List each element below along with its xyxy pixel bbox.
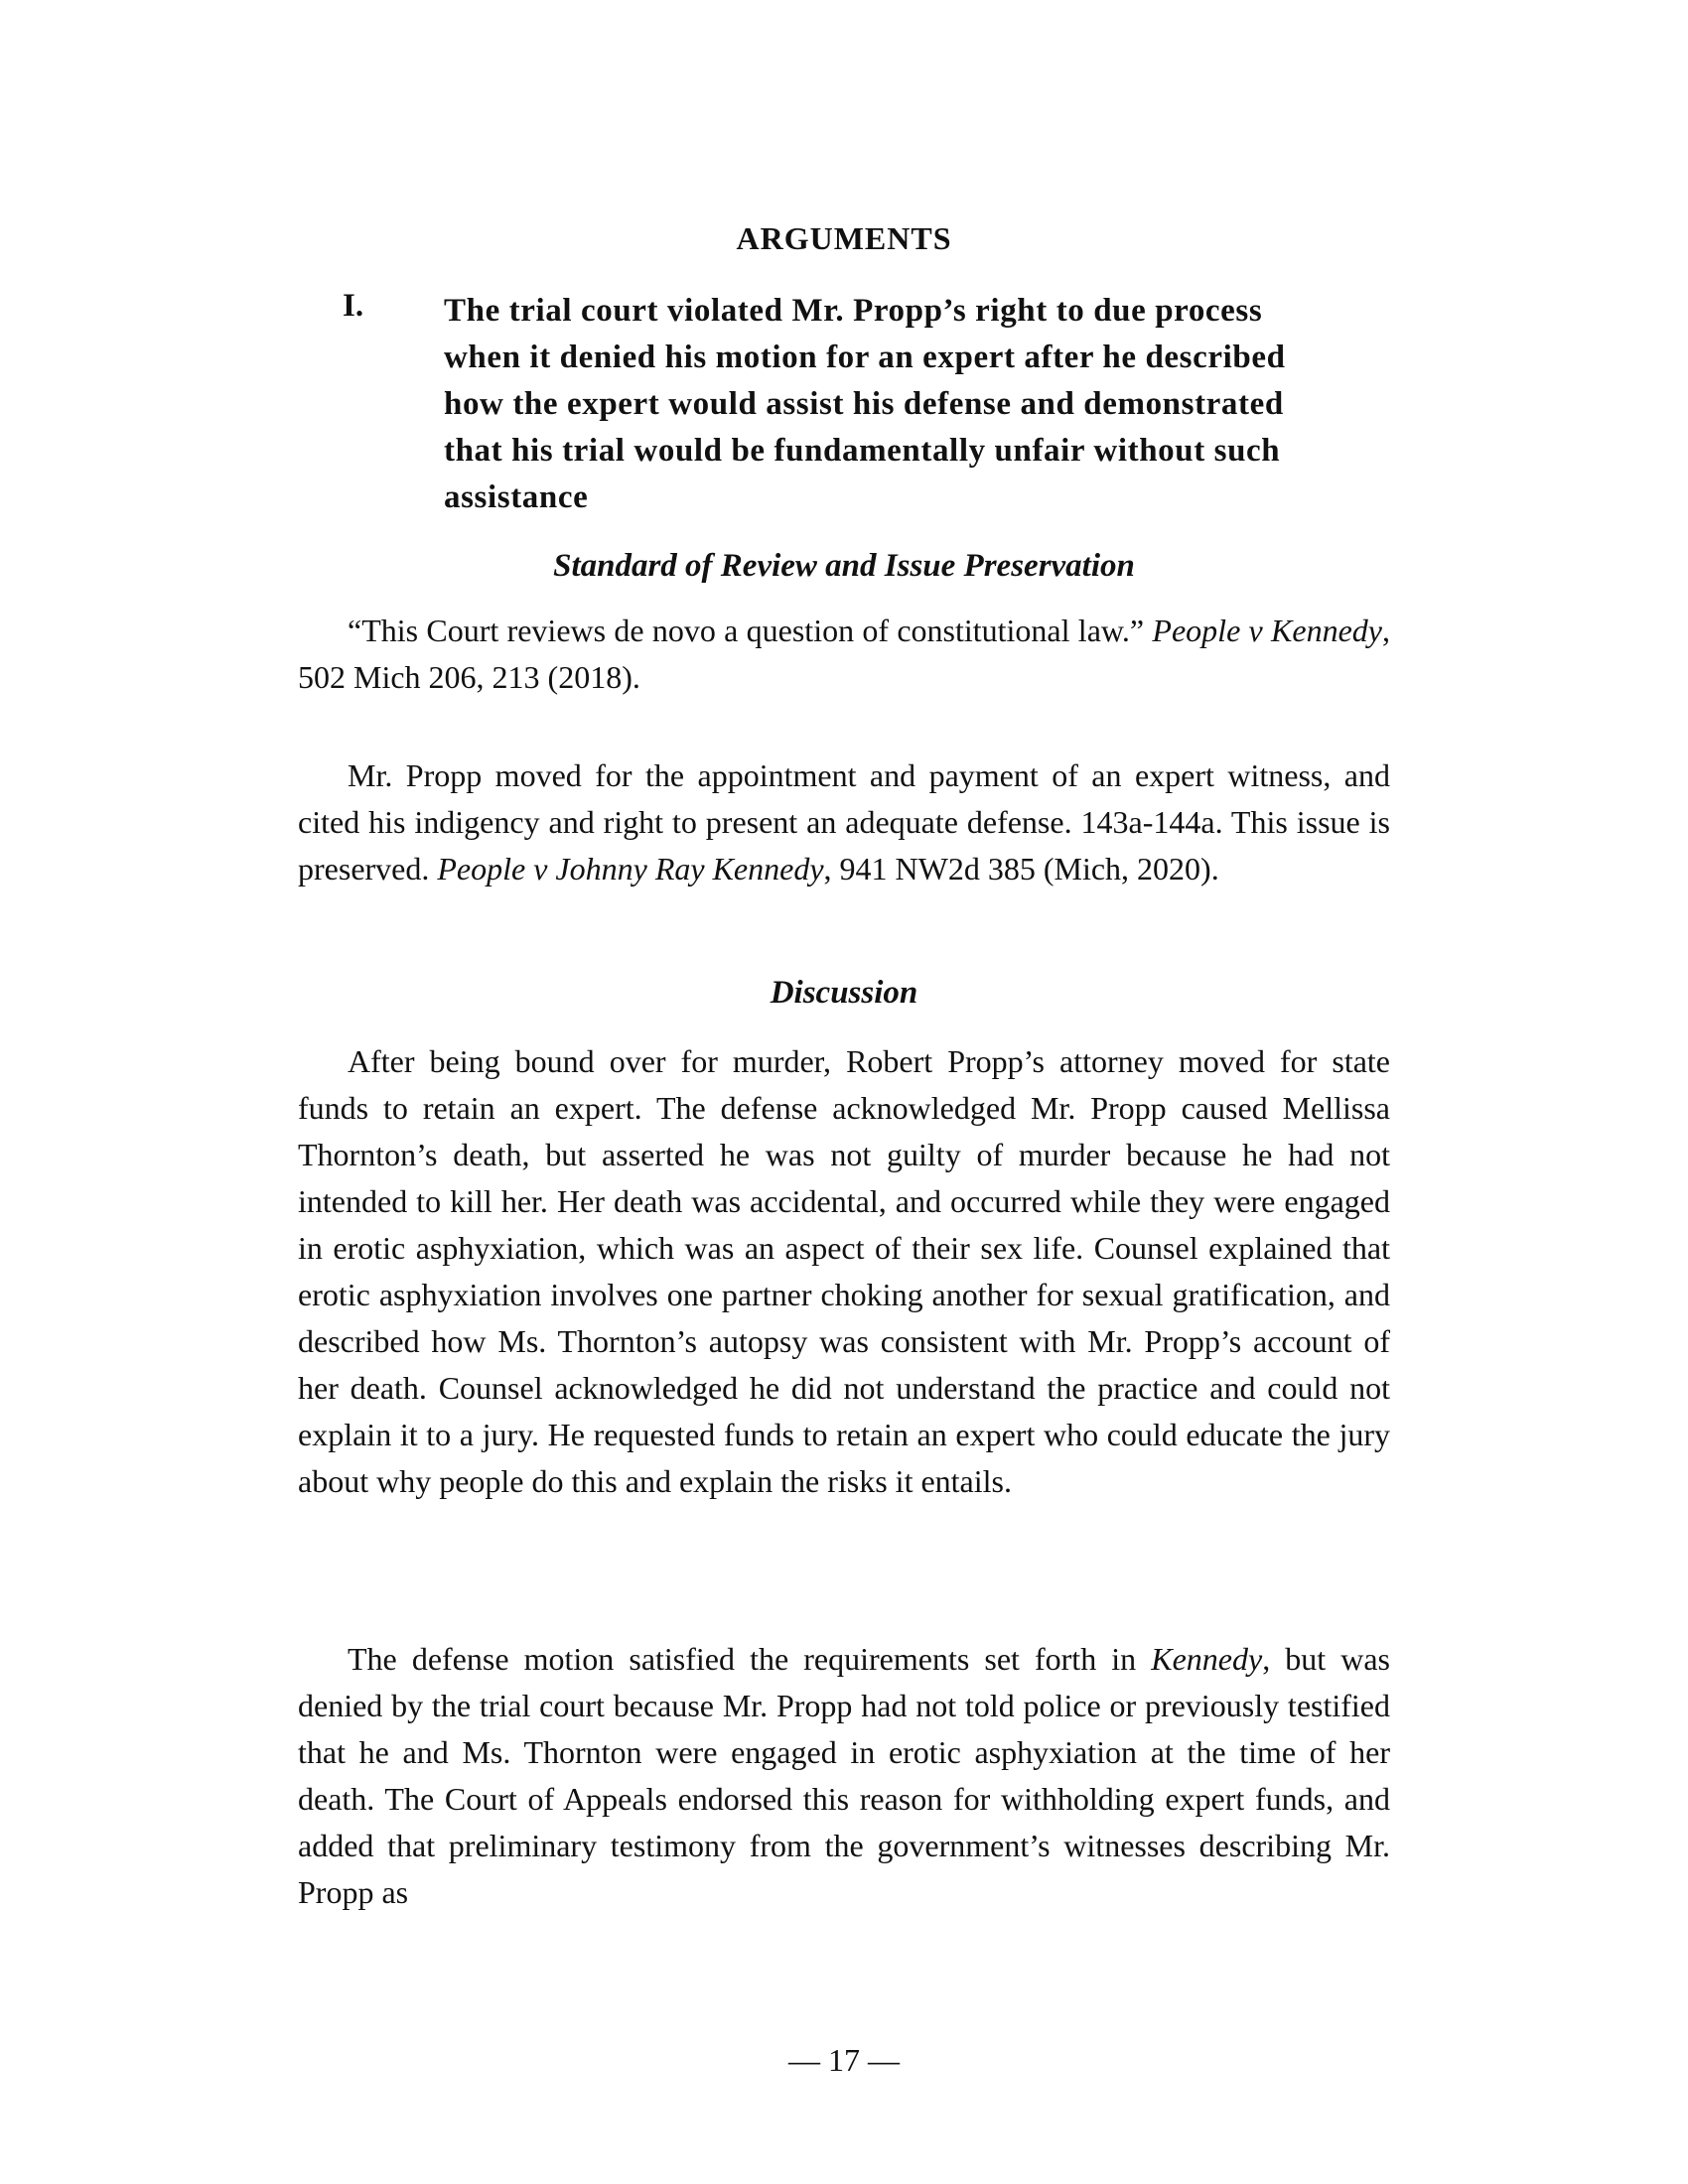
- standard-of-review-heading: Standard of Review and Issue Preservation: [553, 548, 1135, 584]
- paragraph-text: The defense motion satisfied the requirements set forth in: [348, 1641, 1152, 1677]
- paragraph-discussion-2: [298, 1636, 1390, 1916]
- discussion-heading: Discussion: [770, 975, 918, 1011]
- case-citation: People v Johnny Ray Kennedy: [437, 851, 824, 887]
- paragraph-text: Mr. Propp moved for the appointment and payment of an expert witness, and cited his indigency and right to present an adequate defense. 143a-144a. This issue is preserved.: [298, 757, 1390, 887]
- page-number: — 17 —: [788, 2042, 900, 2078]
- paragraph-preservation: [298, 752, 1390, 892]
- point-heading: The trial court violated Mr. Propp’s right to due process when it denied his motion for an expert after he described how the expert would assist his defense and demonstrated that his trial would be fundamentally unfair without such assistance: [444, 293, 1286, 515]
- paragraph-standard: [298, 608, 1390, 701]
- paragraph-text: , 941 NW2d 385 (Mich, 2020).: [823, 851, 1219, 887]
- case-citation: People v Kennedy: [1152, 613, 1382, 648]
- paragraph-text: , 502 Mich 206, 213 (2018).: [298, 613, 1390, 695]
- paragraph-discussion-1: After being bound over for murder, Robert Propp’s attorney moved for state funds to retain an expert. The defense acknowledged Mr. Propp caused Mellissa Thornton’s death, but asserted he was not guilty of murder because he had not intended to kill her. Her death was accidental, and occurred while they were engaged in erotic asphyxiation, which was an aspect of their sex life. Counsel explained that erotic asphyxiation involves one partner choking another for sexual gratification, and described how Ms. Thornton’s autopsy was consistent with Mr. Propp’s account of her death. Counsel acknowledged he did not understand the practice and could not explain it to a jury. He requested funds to retain an expert who could educate the jury about why people do this and explain the risks it entails.: [298, 1043, 1390, 1499]
- paragraph-text: , but was denied by the trial court because Mr. Propp had not told police or previously testified that he and Ms. Thornton were engaged in erotic asphyxiation at the time of her death. The Court of Appeals endorsed this reason for withholding expert funds, and added that preliminary testimony from the government’s witnesses describing Mr. Propp as: [298, 1641, 1391, 1910]
- paragraph-text: “This Court reviews de novo a question of constitutional law.”: [348, 613, 1153, 648]
- point-number: I.: [343, 288, 364, 324]
- section-heading: ARGUMENTS: [736, 220, 952, 256]
- case-citation: Kennedy: [1151, 1641, 1263, 1677]
